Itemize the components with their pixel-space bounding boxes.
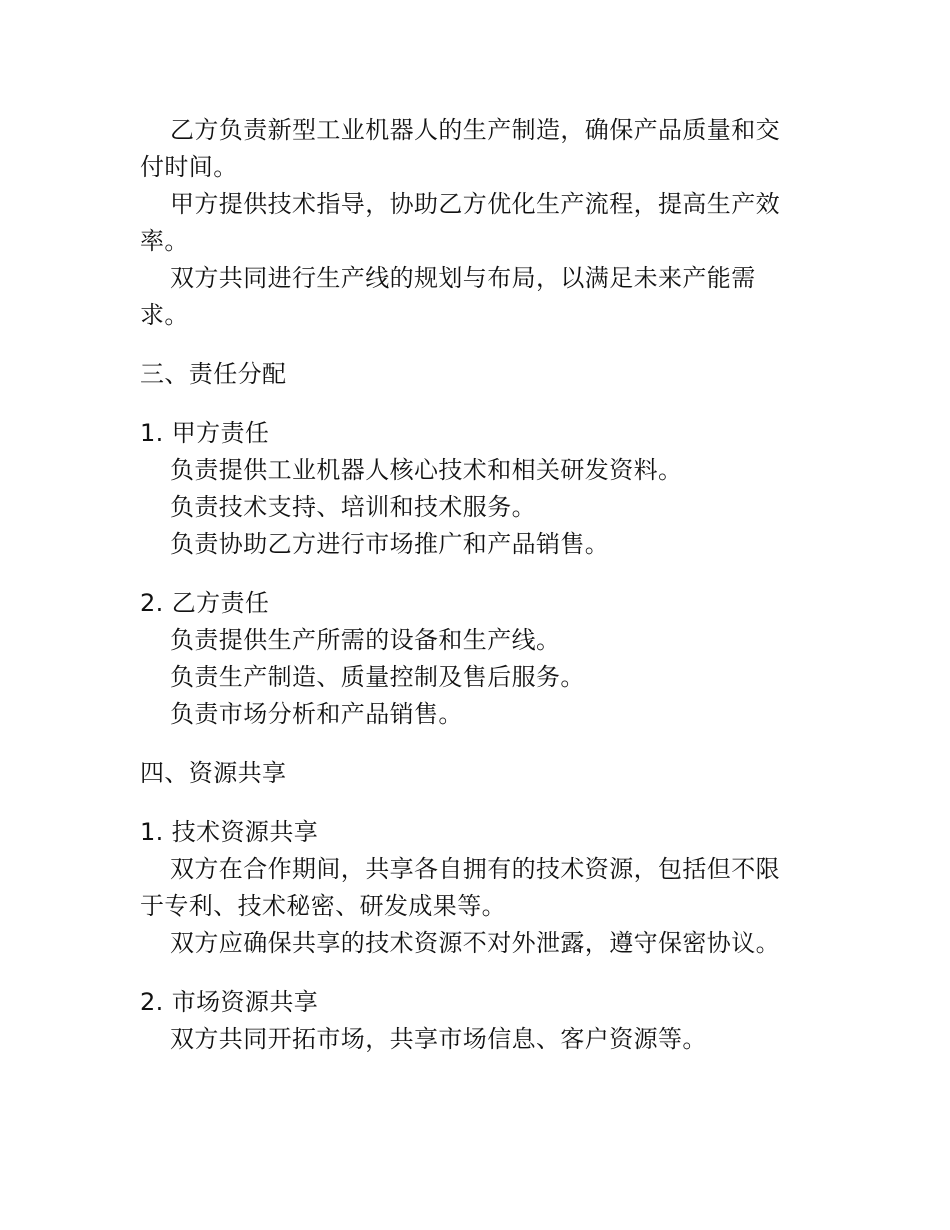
- subheading-tech-resource-sharing: 1. 技术资源共享: [140, 818, 319, 846]
- subheading-party-b-responsibilities: 2. 乙方责任: [140, 589, 270, 617]
- paragraph: 乙方负责新型工业机器人的生产制造，确保产品质量和交付时间。: [140, 116, 780, 181]
- list-item: 双方共同开拓市场，共享市场信息、客户资源等。: [170, 1025, 707, 1053]
- list-item: 负责提供生产所需的设备和生产线。: [170, 626, 561, 654]
- list-item: 负责协助乙方进行市场推广和产品销售。: [170, 530, 610, 558]
- subheading-market-resource-sharing: 2. 市场资源共享: [140, 988, 319, 1016]
- paragraph: 双方共同进行生产线的规划与布局，以满足未来产能需求。: [140, 264, 756, 329]
- document-body: [140, 112, 800, 1058]
- list-item: 双方应确保共享的技术资源不对外泄露，遵守保密协议。: [170, 929, 780, 957]
- list-item: 双方在合作期间，共享各自拥有的技术资源，包括但不限于专利、技术秘密、研发成果等。: [140, 855, 780, 920]
- list-item: 负责提供工业机器人核心技术和相关研发资料。: [170, 456, 683, 484]
- list-item: 负责技术支持、培训和技术服务。: [170, 493, 536, 521]
- list-item: 负责市场分析和产品销售。: [170, 700, 463, 728]
- list-item: 负责生产制造、质量控制及售后服务。: [170, 663, 585, 691]
- paragraph: 甲方提供技术指导，协助乙方优化生产流程，提高生产效率。: [140, 190, 780, 255]
- subheading-party-a-responsibilities: 1. 甲方责任: [140, 419, 270, 447]
- section-heading-responsibilities: 三、责任分配: [140, 360, 287, 388]
- section-heading-resource-sharing: 四、资源共享: [140, 759, 287, 787]
